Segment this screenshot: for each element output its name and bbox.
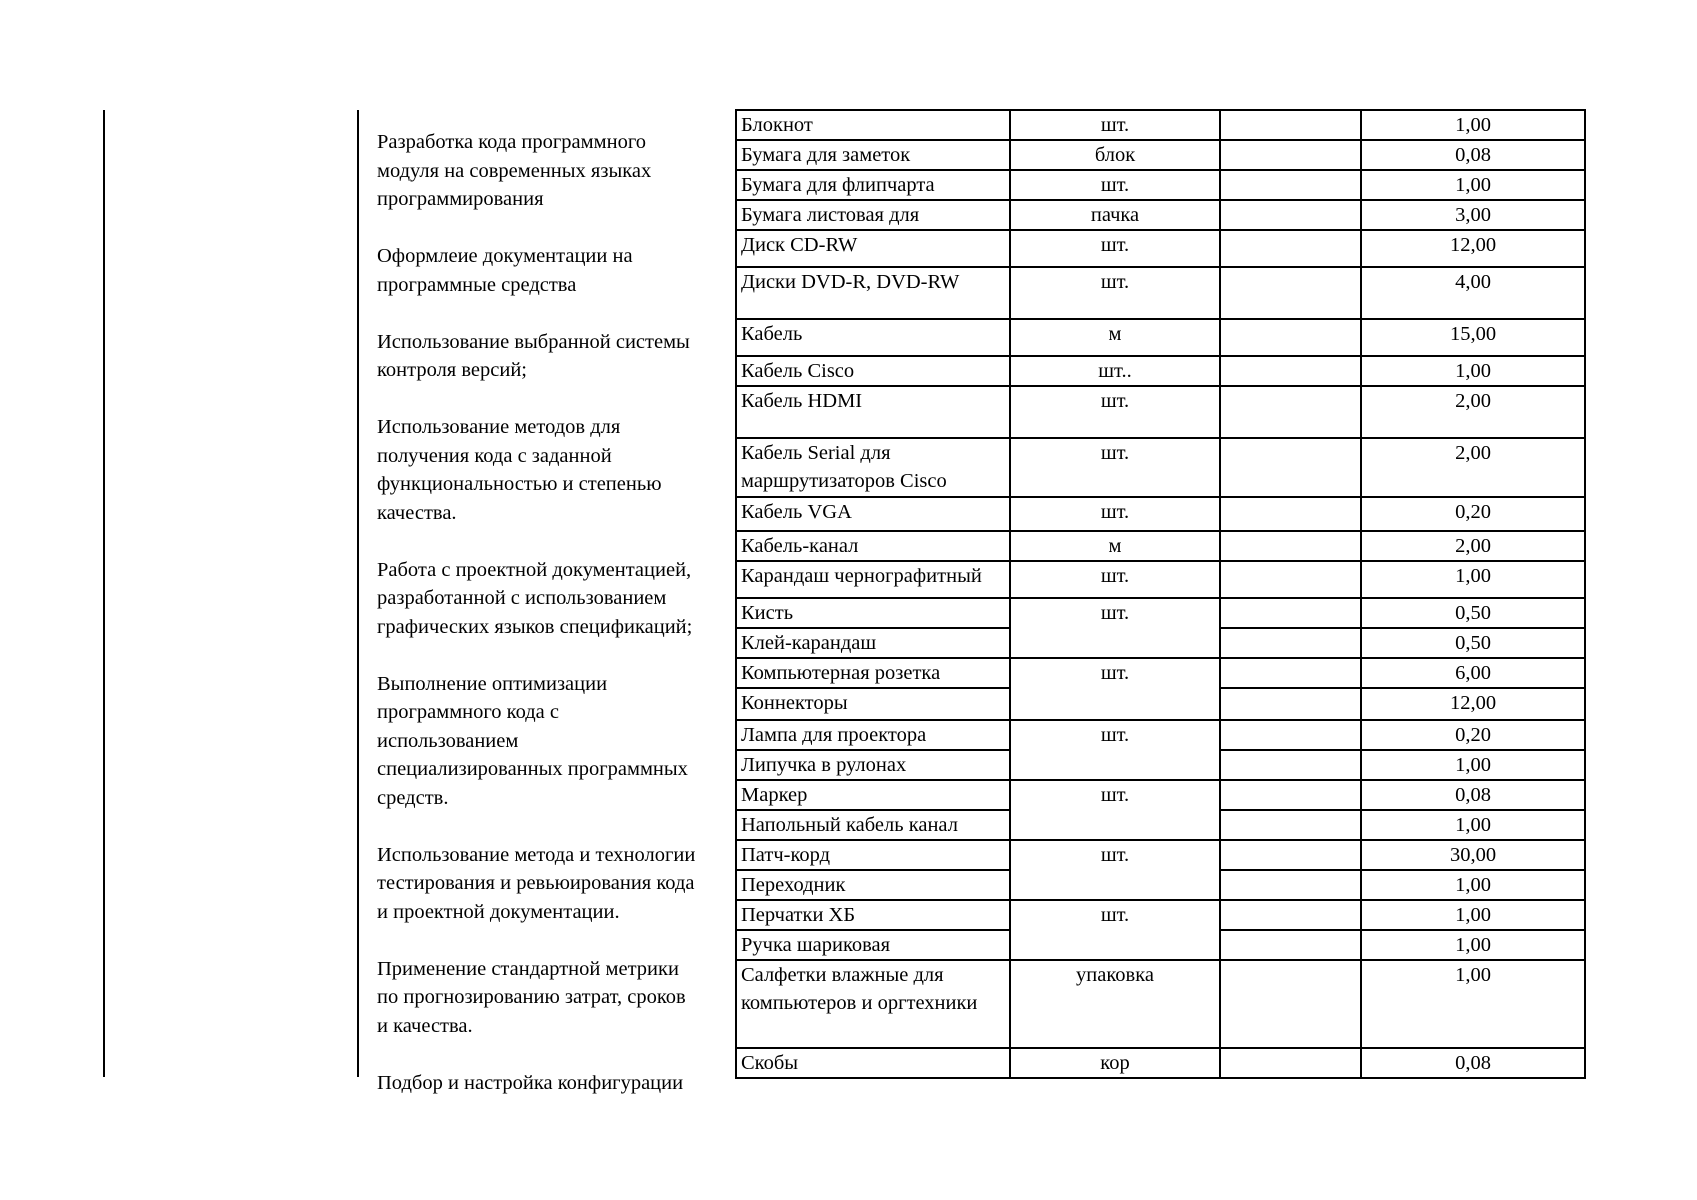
empty-cell [1220,356,1361,386]
material-name: Диск CD-RW [736,230,1010,267]
material-qty: 1,00 [1361,810,1585,840]
material-name: Кабель Cisco [736,356,1010,386]
material-qty: 1,00 [1361,561,1585,598]
material-unit: шт. [1010,497,1220,531]
material-unit: упаковка [1010,960,1220,1048]
empty-cell [1220,900,1361,930]
table-border-middle [357,110,359,1077]
material-name: Карандаш чернографитный [736,561,1010,598]
material-name: Напольный кабель канал [736,810,1010,840]
material-unit: шт. [1010,598,1220,658]
empty-cell [1220,561,1361,598]
material-unit: м [1010,319,1220,356]
table-row [736,531,1585,561]
empty-cell [1220,319,1361,356]
material-qty: 3,00 [1361,200,1585,230]
material-qty: 4,00 [1361,267,1585,319]
material-qty: 0,20 [1361,497,1585,531]
table-row [736,900,1585,930]
material-unit: кор [1010,1048,1220,1078]
material-qty: 1,00 [1361,110,1585,140]
table-row [736,438,1585,497]
material-qty: 0,08 [1361,780,1585,810]
empty-cell [1220,497,1361,531]
material-name: Кабель [736,319,1010,356]
empty-cell [1220,140,1361,170]
table-row [736,561,1585,598]
empty-cell [1220,960,1361,1048]
material-unit: блок [1010,140,1220,170]
material-unit: шт. [1010,780,1220,840]
table-row [736,840,1585,870]
table-row [736,598,1585,628]
material-qty: 1,00 [1361,930,1585,960]
material-unit: шт. [1010,230,1220,267]
material-unit: шт. [1010,720,1220,780]
empty-cell [1220,930,1361,960]
empty-cell [1220,750,1361,780]
empty-cell [1220,870,1361,900]
tasks-column [377,128,732,1094]
table-row [736,319,1585,356]
task-text: Использование методов для получения кода с заданной функциональностью и степенью качества. [377,416,662,524]
material-name: Коннекторы [736,688,1010,720]
material-unit: м [1010,531,1220,561]
material-qty: 2,00 [1361,438,1585,497]
material-unit: шт. [1010,658,1220,720]
table-row [736,497,1585,531]
material-name: Кабель Serial для маршрутизаторов Cisco [736,438,1010,497]
material-name: Ручка шариковая [736,930,1010,960]
material-qty: 12,00 [1361,688,1585,720]
material-qty: 1,00 [1361,960,1585,1048]
empty-cell [1220,598,1361,628]
material-name: Диски DVD-R, DVD-RW [736,267,1010,319]
task-text: Подбор и настройка конфигурации [377,1071,684,1094]
empty-cell [1220,720,1361,750]
material-name: Лампа для проектора [736,720,1010,750]
task-text: Разработка кода программного модуля на современных языках программирования [377,131,652,210]
empty-cell [1220,810,1361,840]
table-row [736,140,1585,170]
empty-cell [1220,438,1361,497]
task-text: Применение стандартной метрики по прогнозированию затрат, сроков и качества. [377,957,686,1037]
material-qty: 0,50 [1361,628,1585,658]
material-name: Кабель VGA [736,497,1010,531]
material-unit: шт. [1010,110,1220,140]
material-qty: 1,00 [1361,870,1585,900]
material-name: Перчатки ХБ [736,900,1010,930]
table-row [736,230,1585,267]
material-name: Клей-карандаш [736,628,1010,658]
material-qty: 0,50 [1361,598,1585,628]
material-qty: 1,00 [1361,170,1585,200]
empty-cell [1220,267,1361,319]
empty-cell [1220,386,1361,438]
task-text: Выполнение оптимизации программного кода с использованием специализированных программных средств. [377,672,688,809]
table-row [736,110,1585,140]
material-name: Липучка в рулонах [736,750,1010,780]
material-name: Кабель-канал [736,531,1010,561]
table-row [736,386,1585,438]
table-row [736,960,1585,1048]
material-unit: шт. [1010,386,1220,438]
empty-cell [1220,110,1361,140]
material-name: Кабель HDMI [736,386,1010,438]
empty-cell [1220,628,1361,658]
material-name: Компьютерная розетка [736,658,1010,688]
material-name: Патч-корд [736,840,1010,870]
empty-cell [1220,658,1361,688]
empty-cell [1220,688,1361,720]
task-text: Работа с проектной документацией, разработанной с использованием графических языков спецификаций; [377,558,693,638]
material-unit: шт.. [1010,356,1220,386]
material-unit: пачка [1010,200,1220,230]
material-qty: 2,00 [1361,531,1585,561]
material-name: Маркер [736,780,1010,810]
material-unit: шт. [1010,900,1220,960]
table-row [736,356,1585,386]
material-unit: шт. [1010,840,1220,900]
task-text: Использование выбранной системы контроля версий; [377,330,690,381]
empty-cell [1220,200,1361,230]
table-row [736,267,1585,319]
table-row [736,780,1585,810]
material-name: Кисть [736,598,1010,628]
material-unit: шт. [1010,170,1220,200]
material-qty: 15,00 [1361,319,1585,356]
table-row [736,720,1585,750]
material-name: Блокнот [736,110,1010,140]
material-qty: 12,00 [1361,230,1585,267]
task-text: Использование метода и технологии тестирования и ревьюирования кода и проектной документации. [377,843,696,923]
material-qty: 1,00 [1361,900,1585,930]
material-qty: 0,20 [1361,720,1585,750]
empty-cell [1220,170,1361,200]
material-name: Бумага листовая для [736,200,1010,230]
task-text: Оформлеие документации на программные средства [377,245,633,296]
empty-cell [1220,531,1361,561]
material-name: Бумага для заметок [736,140,1010,170]
material-qty: 30,00 [1361,840,1585,870]
empty-cell [1220,840,1361,870]
table-row [736,200,1585,230]
material-qty: 0,08 [1361,1048,1585,1078]
table-row [736,1048,1585,1078]
empty-cell [1220,230,1361,267]
material-qty: 0,08 [1361,140,1585,170]
materials-table [735,109,1586,1079]
table-row [736,658,1585,688]
empty-cell [1220,1048,1361,1078]
material-unit: шт. [1010,267,1220,319]
material-unit: шт. [1010,438,1220,497]
table-row [736,170,1585,200]
empty-cell [1220,780,1361,810]
material-unit: шт. [1010,561,1220,598]
material-qty: 1,00 [1361,356,1585,386]
material-name: Скобы [736,1048,1010,1078]
material-name: Бумага для флипчарта [736,170,1010,200]
material-qty: 2,00 [1361,386,1585,438]
material-qty: 6,00 [1361,658,1585,688]
table-border-left [103,110,105,1077]
material-qty: 1,00 [1361,750,1585,780]
material-name: Салфетки влажные для компьютеров и оргтехники [736,960,1010,1048]
material-name: Переходник [736,870,1010,900]
